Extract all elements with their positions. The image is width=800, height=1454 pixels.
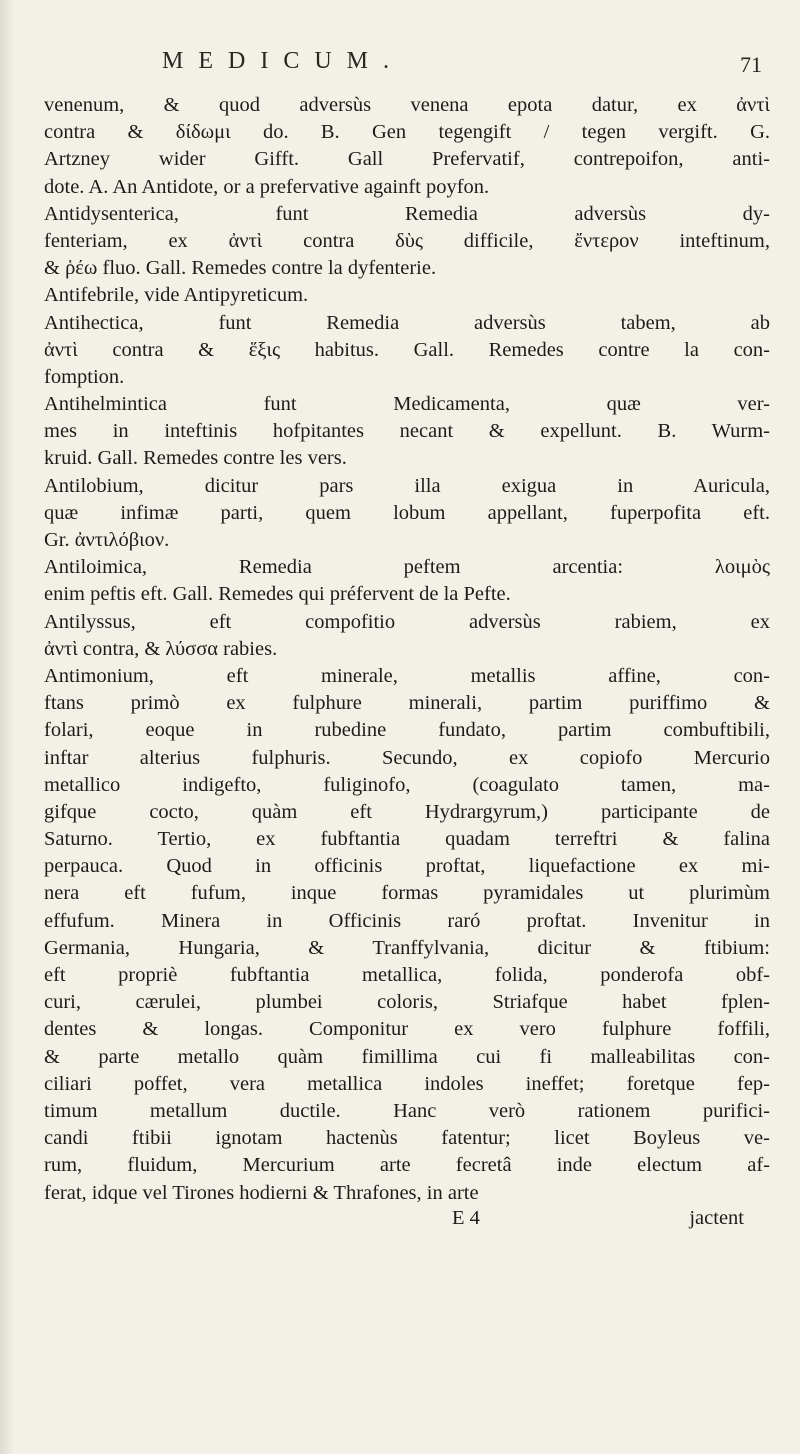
- text-line: fenteriam, ex ἀντὶ contra δὺς difficile, ἔντερον inteftinum,: [44, 229, 770, 252]
- text-line: & parte metallo quàm fimillima cui fi malleabilitas con-: [44, 1045, 770, 1068]
- text-line: ftans primò ex fulphure minerali, partim puriffimo &: [44, 692, 770, 715]
- text-line: ἀντὶ contra & ἕξις habitus. Gall. Remedes contre la con-: [44, 338, 770, 361]
- running-head: MEDICUM.: [162, 48, 405, 74]
- page-header: [44, 48, 772, 92]
- text-line: Germania, Hungaria, & Tranffylvania, dicitur & ftibium:: [44, 936, 770, 959]
- text-line: curi, cærulei, plumbei coloris, Striafque habet fplen-: [44, 991, 770, 1014]
- text-line: Antilobium, dicitur pars illa exigua in Auricula,: [44, 474, 770, 497]
- text-line: ἀντὶ contra, & λύσσα rabies.: [44, 637, 278, 660]
- text-line: metallico indigefto, fuliginofo, (coagulato tamen, ma-: [44, 773, 770, 796]
- text-line: Antihectica, funt Remedia adversùs tabem, ab: [44, 311, 770, 334]
- text-line: Antimonium, eft minerale, metallis affine, con-: [44, 664, 770, 687]
- signature-mark: E 4: [452, 1206, 480, 1229]
- catchword: jactent: [689, 1206, 744, 1229]
- text-line: Antihelmintica funt Medicamenta, quæ ver-: [44, 393, 770, 416]
- text-line: Antidysenterica, funt Remedia adversùs dy-: [44, 202, 770, 225]
- text-line: mes in inteftinis hofpitantes necant & expellunt. B. Wurm-: [44, 420, 770, 443]
- text-line: inftar alterius fulphuris. Secundo, ex copiofo Mercurio: [44, 746, 770, 769]
- text-line: candi ftibii ignotam hactenùs fatentur; licet Boyleus ve-: [44, 1127, 770, 1150]
- text-line: Antifebrile, vide Antipyreticum.: [44, 284, 309, 307]
- text-line: Antiloimica, Remedia peftem arcentia: λοιμὸς: [44, 556, 770, 579]
- text-line: effufum. Minera in Officinis raró proftat. Invenitur in: [44, 909, 770, 932]
- text-line: contra & δίδωμι do. B. Gen tegengift / tegen vergift. G.: [44, 121, 770, 144]
- text-line: Artzney wider Gifft. Gall Prefervatif, contrepoifon, anti-: [44, 148, 770, 171]
- dictionary-text: [44, 92, 770, 1207]
- text-line: kruid. Gall. Remedes contre les vers.: [44, 447, 347, 470]
- text-line: rum, fluidum, Mercurium arte fecretâ inde electum af-: [44, 1154, 770, 1177]
- text-line: quæ infimæ parti, quem lobum appellant, fuperpofita eft.: [44, 501, 770, 524]
- text-line: enim peftis eft. Gall. Remedes qui préfervent de la Pefte.: [44, 583, 511, 606]
- text-line: ferat, idque vel Tirones hodierni & Thrafones, in arte: [44, 1181, 479, 1204]
- text-line: Antilyssus, eft compofitio adversùs rabiem, ex: [44, 610, 770, 633]
- text-line: venenum, & quod adversùs venena epota datur, ex ἀντὶ: [44, 94, 770, 116]
- text-line: fomption.: [44, 365, 125, 388]
- text-line: folari, eoque in rubedine fundato, partim combuftibili,: [44, 719, 770, 742]
- page-footer: [44, 1207, 772, 1234]
- text-line: ciliari poffet, vera metallica indoles ineffet; foretque fep-: [44, 1072, 770, 1095]
- text-line: perpauca. Quod in officinis proftat, liquefactione ex mi-: [44, 855, 770, 878]
- text-line: gifque cocto, quàm eft Hydrargyrum,) participante de: [44, 800, 770, 823]
- page-number: 71: [740, 52, 762, 77]
- page-gutter-shadow: [0, 0, 14, 1454]
- text-line: timum metallum ductile. Hanc verò rationem purifici-: [44, 1099, 770, 1122]
- text-line: eft propriè fubftantia metallica, folida, ponderofa obf-: [44, 964, 770, 986]
- text-line: nera eft fufum, inque formas pyramidales ut plurimùm: [44, 882, 770, 905]
- text-line: dote. A. An Antidote, or a prefervative againft poyfon.: [44, 175, 490, 198]
- text-line: Saturno. Tertio, ex fubftantia quadam terreftri & falina: [44, 828, 770, 851]
- text-line: dentes & longas. Componitur ex vero fulphure foffili,: [44, 1018, 770, 1041]
- text-line: Gr. ἀντιλόβιον.: [44, 529, 170, 551]
- text-line: & ῥέω fluo. Gall. Remedes contre la dyfenterie.: [44, 257, 437, 280]
